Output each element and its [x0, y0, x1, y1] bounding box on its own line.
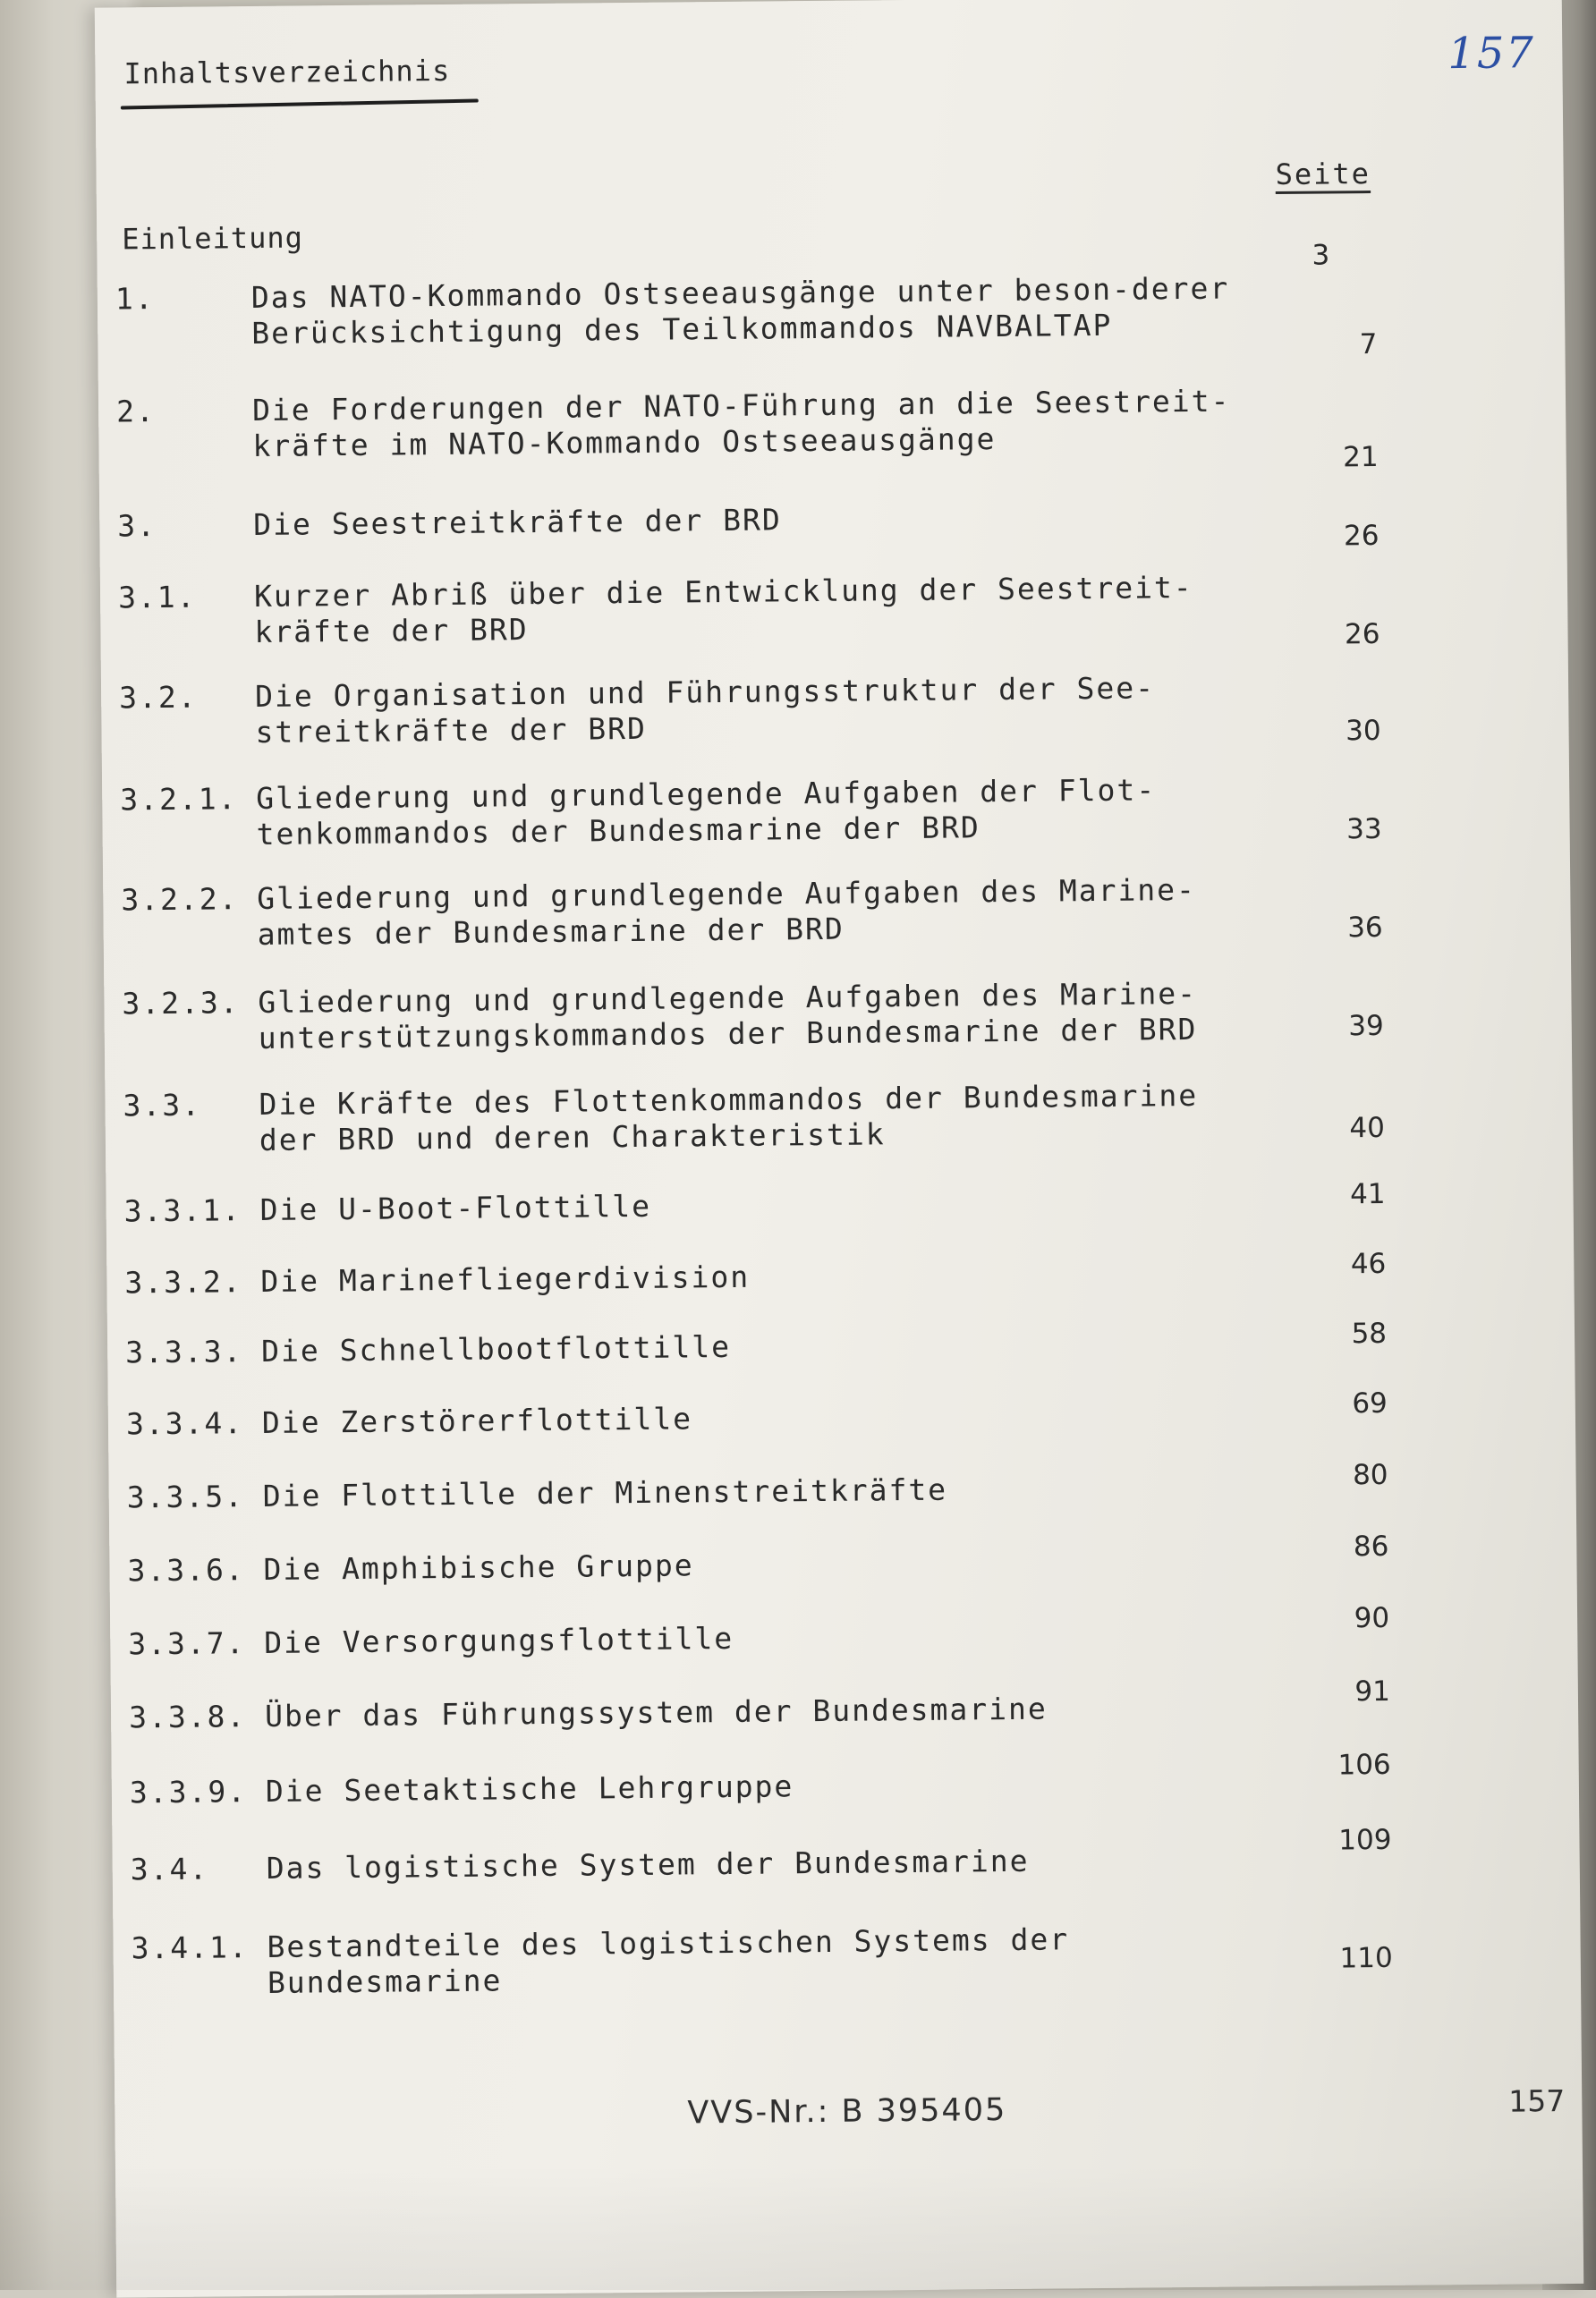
toc-entry-title: Die Organisation und Führungsstruktur der See-streitkräfte der BRD [254, 670, 1156, 750]
toc-entry-page: 7 [1359, 327, 1378, 361]
toc-entry-page: 106 [1337, 1748, 1391, 1782]
toc-entry-number: 3.3.7. [128, 1625, 246, 1662]
toc-entry-title: Das NATO-Kommando Ostseeausgänge unter beson-derer Berücksichtigung des Teilkommandos NAVBALTAP [250, 270, 1230, 352]
toc-entry [102, 768, 1551, 852]
toc-entry-number: 3.3.3. [124, 1334, 243, 1370]
toc-entry [112, 1748, 1561, 1810]
toc-entry [107, 1317, 1557, 1370]
toc-entry-title: Gliederung und grundlegende Aufgaben der Flot-tenkommandos der Bundesmarine der BRD [256, 772, 1157, 852]
toc-entry-number: 3.4.1. [131, 1929, 249, 1966]
toc-entry [106, 1247, 1556, 1301]
footer-page-number: 157 [1508, 2083, 1566, 2119]
toc-entry-title: Die Marinefliegerdivision [260, 1259, 751, 1299]
toc-entry-number: 3.2.1. [120, 781, 238, 818]
toc-entry [109, 1458, 1558, 1515]
toc-entry-page: 90 [1354, 1601, 1390, 1635]
toc-entry-page: 30 [1345, 714, 1381, 748]
toc-entry-number: 3.2.2. [121, 881, 239, 918]
toc-entry-page: 58 [1351, 1317, 1388, 1351]
toc-entry-title: Über das Führungssystem der Bundesmarine [264, 1691, 1048, 1734]
toc-entry-number: 2. [115, 394, 157, 429]
toc-entry-page: 86 [1353, 1530, 1389, 1564]
handwritten-page-number: 157 [1447, 28, 1536, 80]
toc-entry-title: Kurzer Abriß über die Entwicklung der Seestreit-kräfte der BRD [253, 569, 1193, 650]
toc-entry [99, 495, 1549, 553]
toc-entry-number: 3.4. [130, 1851, 209, 1887]
title-underline [121, 98, 479, 109]
toc-entry-page: 91 [1354, 1675, 1391, 1709]
toc-entry-page: 26 [1344, 617, 1380, 651]
toc-entry-number: 3.3.5. [126, 1479, 245, 1515]
toc-entry-page: 46 [1350, 1247, 1387, 1281]
document-page [95, 0, 1583, 2298]
toc-entry-number: 3.2. [118, 679, 198, 716]
toc-entry-title: Das logistische System der Bundesmarine [266, 1843, 1030, 1886]
toc-entry [113, 1823, 1562, 1887]
toc-entry-title: Gliederung und grundlegende Aufgaben des Marine-amtes der Bundesmarine der BRD [257, 871, 1197, 952]
toc-entry [108, 1386, 1558, 1442]
toc-entry-page: 40 [1349, 1111, 1386, 1145]
toc-entry-number: 1. [115, 281, 155, 317]
toc-entry-title: Die Flottille der Minenstreitkräfte [262, 1471, 948, 1514]
toc-entry [100, 566, 1549, 651]
introduction-page: 3 [1312, 239, 1330, 272]
toc-entry-page: 33 [1346, 812, 1382, 846]
page-column-header: Seite [1275, 157, 1371, 192]
toc-entry [109, 1530, 1558, 1589]
toc-entry [113, 1917, 1562, 2000]
toc-entry-number: 3. [117, 508, 157, 544]
toc-entry-title: Die Forderungen der NATO-Führung an die Seestreit-kräfte im NATO-Kommando Ostseeausgänge [251, 383, 1231, 464]
toc-entry-page: 36 [1347, 911, 1383, 945]
toc-entry-page: 39 [1348, 1009, 1384, 1043]
toc-entry [103, 869, 1552, 952]
toc-entry-title: Die Schnellbootflottille [260, 1328, 732, 1369]
toc-entry-number: 3.3.4. [125, 1405, 244, 1442]
toc-entry [104, 972, 1553, 1056]
toc-entry-number: 3.3. [123, 1087, 202, 1124]
toc-entry [110, 1601, 1559, 1662]
toc-entry-number: 3.1. [117, 579, 197, 615]
toc-entry-page: 26 [1343, 519, 1380, 553]
toc-entry-number: 3.3.1. [123, 1192, 242, 1229]
toc-entry-title: Die Seestreitkräfte der BRD [253, 502, 782, 543]
toc-entry [98, 380, 1548, 474]
toc-entry [106, 1177, 1555, 1229]
toc-entry-title: Die Zerstörerflottille [261, 1401, 693, 1440]
footer-reference: VVS-Nr.: B 395405 [687, 2092, 1007, 2132]
toc-entry-page: 109 [1338, 1823, 1392, 1857]
toc-entry-number: 3.3.8. [128, 1699, 247, 1735]
toc-entry-page: 21 [1343, 440, 1379, 474]
toc-entry [105, 1074, 1554, 1157]
toc-entry-title: Die Amphibische Gruppe [263, 1548, 694, 1587]
toc-entry [101, 666, 1550, 750]
toc-entry-number: 3.2.3. [122, 985, 240, 1022]
toc-entry-title: Die Kräfte des Flottenkommandos der Bundesmarine der BRD und deren Charakteristik [259, 1077, 1199, 1157]
toc-entry-title: Bestandteile des logistischen Systems der Bundesmarine [267, 1921, 1070, 2000]
toc-entry-title: Die Seetaktische Lehrgruppe [265, 1768, 794, 1809]
toc-entry-title: Die U-Boot-Flottille [259, 1188, 652, 1227]
toc-entry-page: 69 [1352, 1386, 1388, 1420]
toc-entry-number: 3.3.2. [124, 1264, 242, 1301]
toc-entry-page: 110 [1339, 1941, 1393, 1975]
toc-entry-page: 41 [1349, 1177, 1386, 1211]
toc-entry-title: Gliederung und grundlegende Aufgaben des Marine-unterstützungskommandos der Bundesmarine der BRD [258, 975, 1198, 1056]
toc-entry-title: Die Versorgungsflottille [264, 1620, 734, 1660]
toc-entry-number: 3.3.9. [129, 1774, 248, 1810]
page-title: Inhaltsverzeichnis [123, 53, 451, 91]
toc-entry-page: 80 [1352, 1458, 1388, 1492]
toc-entry [111, 1675, 1560, 1735]
introduction-label: Einleitung [122, 220, 304, 257]
toc-entry-number: 3.3.6. [127, 1552, 245, 1589]
